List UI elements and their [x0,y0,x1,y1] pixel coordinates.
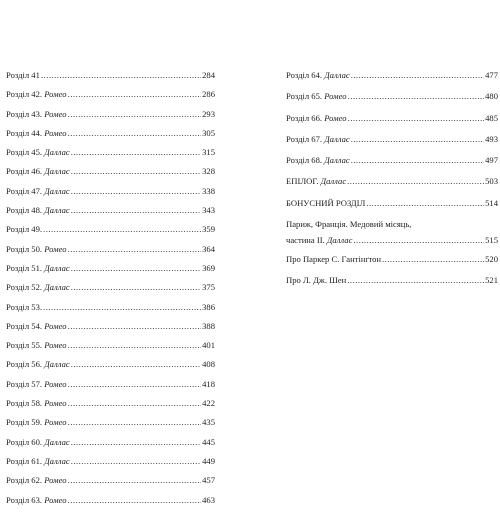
toc-leader-dots [71,263,201,274]
toc-entry-page: 293 [202,108,215,119]
toc-entry-page: 514 [485,197,498,208]
toc-leader-dots [68,109,202,120]
toc-entry [6,244,215,263]
toc-entry-title: Розділ 62. Ромео [6,475,67,486]
toc-entry [286,113,498,134]
toc-entry-page: 503 [485,176,498,187]
toc-leader-dots [351,70,484,81]
toc-entry-page: 343 [202,205,215,216]
toc-leader-dots [348,91,485,102]
toc-entry-title: Розділ 44. Ромео [6,127,67,138]
toc-entry [6,321,215,340]
toc-entry-page: 515 [485,235,498,246]
toc-entry-title: Розділ 53. [6,301,43,312]
toc-entry-narrator: Ромео [44,89,67,100]
toc-entry-title: Розділ 60. Даллас [6,436,70,447]
toc-leader-dots [353,235,484,246]
toc-entry-page: 284 [202,70,215,80]
toc-entry-page: 364 [202,243,215,254]
toc-entry [6,456,215,475]
toc-entry-page: 485 [485,112,498,123]
toc-entry [6,359,215,378]
toc-entry [286,198,498,219]
toc-entry-title: Розділ 51. Даллас [6,262,70,273]
toc-entry-page: 359 [202,224,215,235]
toc-entry-title: Розділ 54. Ромео [6,320,67,331]
toc-entry-narrator: Ромео [44,108,67,119]
toc-leader-dots [71,456,201,467]
toc-entry-title: Розділ 46. Даллас [6,166,70,177]
toc-entry-title: Розділ 48. Даллас [6,205,70,216]
toc-leader-dots [71,205,201,216]
toc-entry [286,70,498,91]
toc-entry-title: Розділ 50. Ромео [6,243,67,254]
toc-entry-narrator: Даллас [324,133,350,144]
toc-entry-narrator: Даллас [44,262,70,273]
toc-entry [286,275,498,296]
toc-entry-page: 388 [202,320,215,331]
toc-entry-title: Розділ 59. Ромео [6,417,67,428]
toc-leader-dots [68,244,202,255]
toc-entry-page: 305 [202,127,215,138]
toc-leader-dots [68,398,202,409]
toc-entry-narrator: Даллас [44,436,70,447]
toc-entry [6,70,215,89]
toc-column-right [286,70,498,297]
toc-entry [6,263,215,282]
toc-leader-dots [71,147,201,158]
toc-leader-dots [68,340,202,351]
toc-leader-dots [68,495,202,506]
toc-entry-page: 328 [202,166,215,177]
toc-entry-narrator: Даллас [44,205,70,216]
toc-leader-dots [366,198,484,209]
toc-entry-narrator: Даллас [326,235,353,246]
toc-leader-dots [71,437,201,448]
toc-entry-title: Розділ 66. Ромео [286,112,347,123]
toc-leader-dots [347,176,484,187]
toc-leader-dots [351,134,484,145]
toc-entry-narrator: Даллас [44,359,70,370]
toc-entry [6,166,215,185]
toc-entry-title: Розділ 57. Ромео [6,378,67,389]
toc-entry-narrator: Ромео [44,378,67,389]
toc-entry-page: 422 [202,398,215,409]
toc-entry [6,437,215,456]
toc-entry-title: Розділ 68. Даллас [286,155,350,166]
toc-entry-title: Розділ 43. Ромео [6,108,67,119]
toc-entry-page: 463 [202,494,215,505]
toc-entry-title: Розділ 55. Ромео [6,340,67,351]
toc-entry-narrator: Ромео [44,475,67,486]
toc-entry [6,282,215,301]
toc-entry-narrator: Даллас [324,70,350,80]
toc-entry [6,379,215,398]
toc-entry [6,417,215,436]
toc-entry [286,134,498,155]
toc-entry-narrator: Ромео [324,91,347,102]
toc-entry-page: 493 [485,133,498,144]
toc-entry [6,340,215,359]
toc-entry-title: Розділ 67. Даллас [286,133,350,144]
toc-entry [6,475,215,494]
toc-entry [286,176,498,197]
toc-entry-title: Розділ 58. Ромео [6,398,67,409]
toc-leader-dots [71,186,201,197]
toc-entry-narrator: Ромео [44,127,67,138]
toc-entry-page: 338 [202,185,215,196]
toc-entry-page: 408 [202,359,215,370]
toc-leader-dots [351,155,484,166]
toc-entry-title: Розділ 61. Даллас [6,455,70,466]
toc-leader-dots [68,128,202,139]
toc-entry [6,205,215,224]
toc-entry-narrator: Даллас [44,185,70,196]
toc-entry-title: Розділ 42. Ромео [6,89,67,100]
toc-entry [6,495,215,514]
toc-leader-dots [68,475,202,486]
toc-entry-title: Про Л. Дж. Шен [286,275,347,286]
toc-entry-narrator: Даллас [44,455,70,466]
toc-entry-title-line2: частина ІІ. [286,235,325,246]
toc-entry-title: Про Паркер С. Гантінґтон [286,254,381,265]
toc-entry-title: Розділ 41 [6,70,40,80]
toc-entry-page: 418 [202,378,215,389]
toc-entry-narrator: Ромео [44,494,67,505]
toc-leader-dots [71,359,201,370]
toc-entry-narrator: Даллас [44,282,70,293]
toc-entry-title: Розділ 52. Даллас [6,282,70,293]
toc-entry-page: 520 [485,254,498,265]
toc-entry-narrator: Даллас [44,147,70,158]
toc-entry [6,109,215,128]
toc-entry-page: 315 [202,147,215,158]
toc-entry-page: 286 [202,89,215,100]
toc-entry-page: 497 [485,155,498,166]
toc-entry-title-line1: Париж, Франція. Медовий місяць, [286,219,412,230]
toc-entry-page: 521 [485,275,498,286]
toc-leader-dots [71,282,201,293]
toc-entry-title: Розділ 56. Даллас [6,359,70,370]
toc-entry-title: Розділ 65. Ромео [286,91,347,102]
toc-entry-page: 457 [202,475,215,486]
toc-entry-page: 480 [485,91,498,102]
toc-entry [6,147,215,166]
toc-leader-dots [68,321,202,332]
toc-entry-narrator: Даллас [324,155,350,166]
toc-entry-page: 375 [202,282,215,293]
toc-column-left [6,70,215,514]
toc-entry [286,155,498,176]
toc-leader-dots [347,275,484,286]
toc-leader-dots [43,302,201,313]
toc-entry-page: 445 [202,436,215,447]
toc-entry-page: 435 [202,417,215,428]
toc-entry-title: Розділ 49. [6,224,43,235]
toc-leader-dots [68,89,202,100]
toc-entry-narrator: Даллас [320,176,347,187]
toc-entry [6,186,215,205]
toc-entry-narrator: Даллас [44,166,70,177]
toc-entry-title: Розділ 47. Даллас [6,185,70,196]
toc-entry-title: Розділ 45. Даллас [6,147,70,158]
toc-entry-narrator: Ромео [324,112,347,123]
toc-entry-page: 369 [202,262,215,273]
toc-leader-dots [68,379,202,390]
toc-entry [6,302,215,321]
toc-entry [6,128,215,147]
toc-entry-title: Розділ 63. Ромео [6,494,67,505]
toc-leader-dots [41,70,201,81]
toc-entry-narrator: Ромео [44,320,67,331]
toc-entry-page: 449 [202,455,215,466]
toc-leader-dots [382,254,484,265]
toc-entry-narrator: Ромео [44,243,67,254]
toc-entry [286,254,498,275]
toc-entry [6,224,215,243]
toc-entry-page: 386 [202,301,215,312]
toc-leader-dots [43,224,201,235]
toc-entry-title: ЕПІЛОГ. Даллас [286,176,347,187]
toc-entry-page: 477 [485,70,498,80]
toc-entry-bonus-paris [286,219,498,246]
toc-entry-title: Розділ 64. Даллас [286,70,350,80]
toc-entry-narrator: Ромео [44,398,67,409]
toc-entry [6,398,215,417]
toc-entry-title: БОНУСНИЙ РОЗДІЛ [286,197,366,208]
toc-entry-page: 401 [202,340,215,351]
toc-leader-dots [71,166,201,177]
toc-entry-narrator: Ромео [44,417,67,428]
toc-leader-dots [348,113,485,124]
toc-leader-dots [68,417,202,428]
toc-entry [6,89,215,108]
toc-entry [286,91,498,112]
toc-entry-narrator: Ромео [44,340,67,351]
